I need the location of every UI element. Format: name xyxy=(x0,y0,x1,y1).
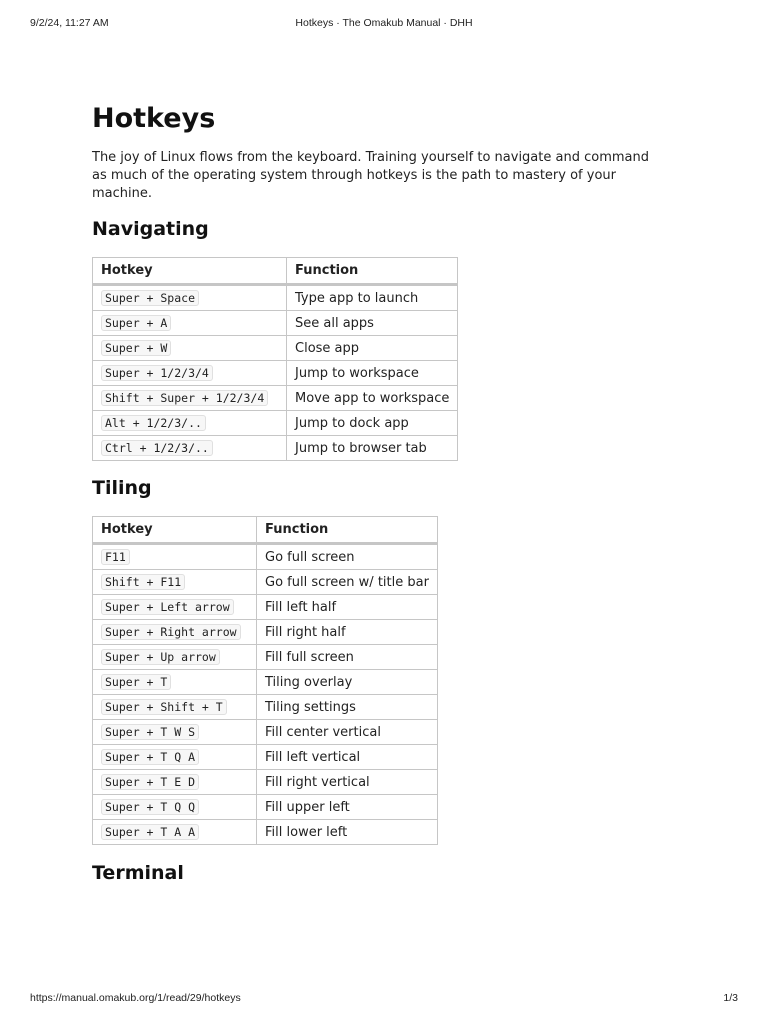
hotkey-code: Super + Up arrow xyxy=(101,649,220,665)
tiling-table xyxy=(92,516,438,845)
intro-paragraph: The joy of Linux flows from the keyboard. Training yourself to navigate and command as much of the operating system through hotkeys is the path to mastery of your machine. xyxy=(92,150,649,201)
navigating-rows xyxy=(93,285,458,461)
table-header-row xyxy=(93,517,438,544)
hotkey-code: Super + T W S xyxy=(101,724,199,740)
table-row xyxy=(93,361,458,386)
page-title: Hotkeys xyxy=(92,103,216,134)
column-header-hotkey: Hotkey xyxy=(93,258,287,285)
hotkey-code: Super + W xyxy=(101,340,171,356)
hotkey-cell xyxy=(93,595,257,620)
function-cell: Jump to dock app xyxy=(287,411,458,436)
hotkey-cell xyxy=(93,386,287,411)
hotkey-cell xyxy=(93,670,257,695)
hotkey-code: Super + 1/2/3/4 xyxy=(101,365,213,381)
hotkey-cell xyxy=(93,544,257,570)
table-header-row xyxy=(93,258,458,285)
hotkey-code: Super + A xyxy=(101,315,171,331)
function-cell: Go full screen w/ title bar xyxy=(257,570,438,595)
hotkey-cell xyxy=(93,311,287,336)
print-url: https://manual.omakub.org/1/read/29/hotkeys xyxy=(30,992,241,1004)
section-heading-tiling: Tiling xyxy=(92,477,152,499)
navigating-table xyxy=(92,257,458,461)
tiling-rows xyxy=(93,544,438,845)
function-cell: Fill right vertical xyxy=(257,770,438,795)
table-row xyxy=(93,770,438,795)
hotkey-cell xyxy=(93,770,257,795)
table-row xyxy=(93,336,458,361)
hotkey-cell xyxy=(93,645,257,670)
hotkey-cell xyxy=(93,820,257,845)
print-header xyxy=(0,17,768,31)
hotkey-cell xyxy=(93,411,287,436)
table-row xyxy=(93,695,438,720)
function-cell: Move app to workspace xyxy=(287,386,458,411)
print-date: 9/2/24, 11:27 AM xyxy=(30,17,109,29)
table-row xyxy=(93,745,438,770)
print-title: Hotkeys · The Omakub Manual · DHH xyxy=(295,17,473,29)
table-row xyxy=(93,411,458,436)
hotkey-cell xyxy=(93,695,257,720)
section-heading-navigating: Navigating xyxy=(92,218,209,240)
print-footer xyxy=(0,992,768,1006)
hotkey-code: Super + T Q A xyxy=(101,749,199,765)
function-cell: Fill left half xyxy=(257,595,438,620)
hotkey-cell xyxy=(93,720,257,745)
function-cell: Go full screen xyxy=(257,544,438,570)
hotkey-code: Shift + Super + 1/2/3/4 xyxy=(101,390,268,406)
hotkey-code: Alt + 1/2/3/.. xyxy=(101,415,206,431)
table-row xyxy=(93,720,438,745)
hotkey-code: Super + T xyxy=(101,674,171,690)
hotkey-cell xyxy=(93,745,257,770)
function-cell: See all apps xyxy=(287,311,458,336)
table-row xyxy=(93,795,438,820)
table-row xyxy=(93,570,438,595)
hotkey-code: Super + T A A xyxy=(101,824,199,840)
hotkey-code: Super + Right arrow xyxy=(101,624,241,640)
function-cell: Fill right half xyxy=(257,620,438,645)
table-row xyxy=(93,670,438,695)
hotkey-code: F11 xyxy=(101,549,130,565)
hotkey-code: Super + T E D xyxy=(101,774,199,790)
hotkey-code: Super + T Q Q xyxy=(101,799,199,815)
function-cell: Fill full screen xyxy=(257,645,438,670)
table-row xyxy=(93,285,458,311)
page-number: 1/3 xyxy=(723,992,738,1004)
column-header-function: Function xyxy=(257,517,438,544)
table-row xyxy=(93,645,438,670)
hotkey-cell xyxy=(93,336,287,361)
function-cell: Fill upper left xyxy=(257,795,438,820)
column-header-function: Function xyxy=(287,258,458,285)
hotkey-code: Super + Left arrow xyxy=(101,599,234,615)
function-cell: Fill lower left xyxy=(257,820,438,845)
function-cell: Jump to workspace xyxy=(287,361,458,386)
section-heading-terminal: Terminal xyxy=(92,862,184,884)
hotkey-cell xyxy=(93,570,257,595)
function-cell: Tiling overlay xyxy=(257,670,438,695)
article xyxy=(92,100,672,886)
hotkey-code: Shift + F11 xyxy=(101,574,185,590)
function-cell: Type app to launch xyxy=(287,285,458,311)
hotkey-cell xyxy=(93,361,287,386)
hotkey-code: Super + Shift + T xyxy=(101,699,227,715)
table-row xyxy=(93,311,458,336)
hotkey-cell xyxy=(93,795,257,820)
table-row xyxy=(93,544,438,570)
function-cell: Jump to browser tab xyxy=(287,436,458,461)
function-cell: Close app xyxy=(287,336,458,361)
column-header-hotkey: Hotkey xyxy=(93,517,257,544)
function-cell: Fill left vertical xyxy=(257,745,438,770)
table-row xyxy=(93,436,458,461)
table-row xyxy=(93,386,458,411)
hotkey-code: Ctrl + 1/2/3/.. xyxy=(101,440,213,456)
hotkey-cell xyxy=(93,436,287,461)
hotkey-code: Super + Space xyxy=(101,290,199,306)
hotkey-cell xyxy=(93,285,287,311)
table-row xyxy=(93,595,438,620)
table-row xyxy=(93,820,438,845)
table-row xyxy=(93,620,438,645)
hotkey-cell xyxy=(93,620,257,645)
function-cell: Tiling settings xyxy=(257,695,438,720)
function-cell: Fill center vertical xyxy=(257,720,438,745)
